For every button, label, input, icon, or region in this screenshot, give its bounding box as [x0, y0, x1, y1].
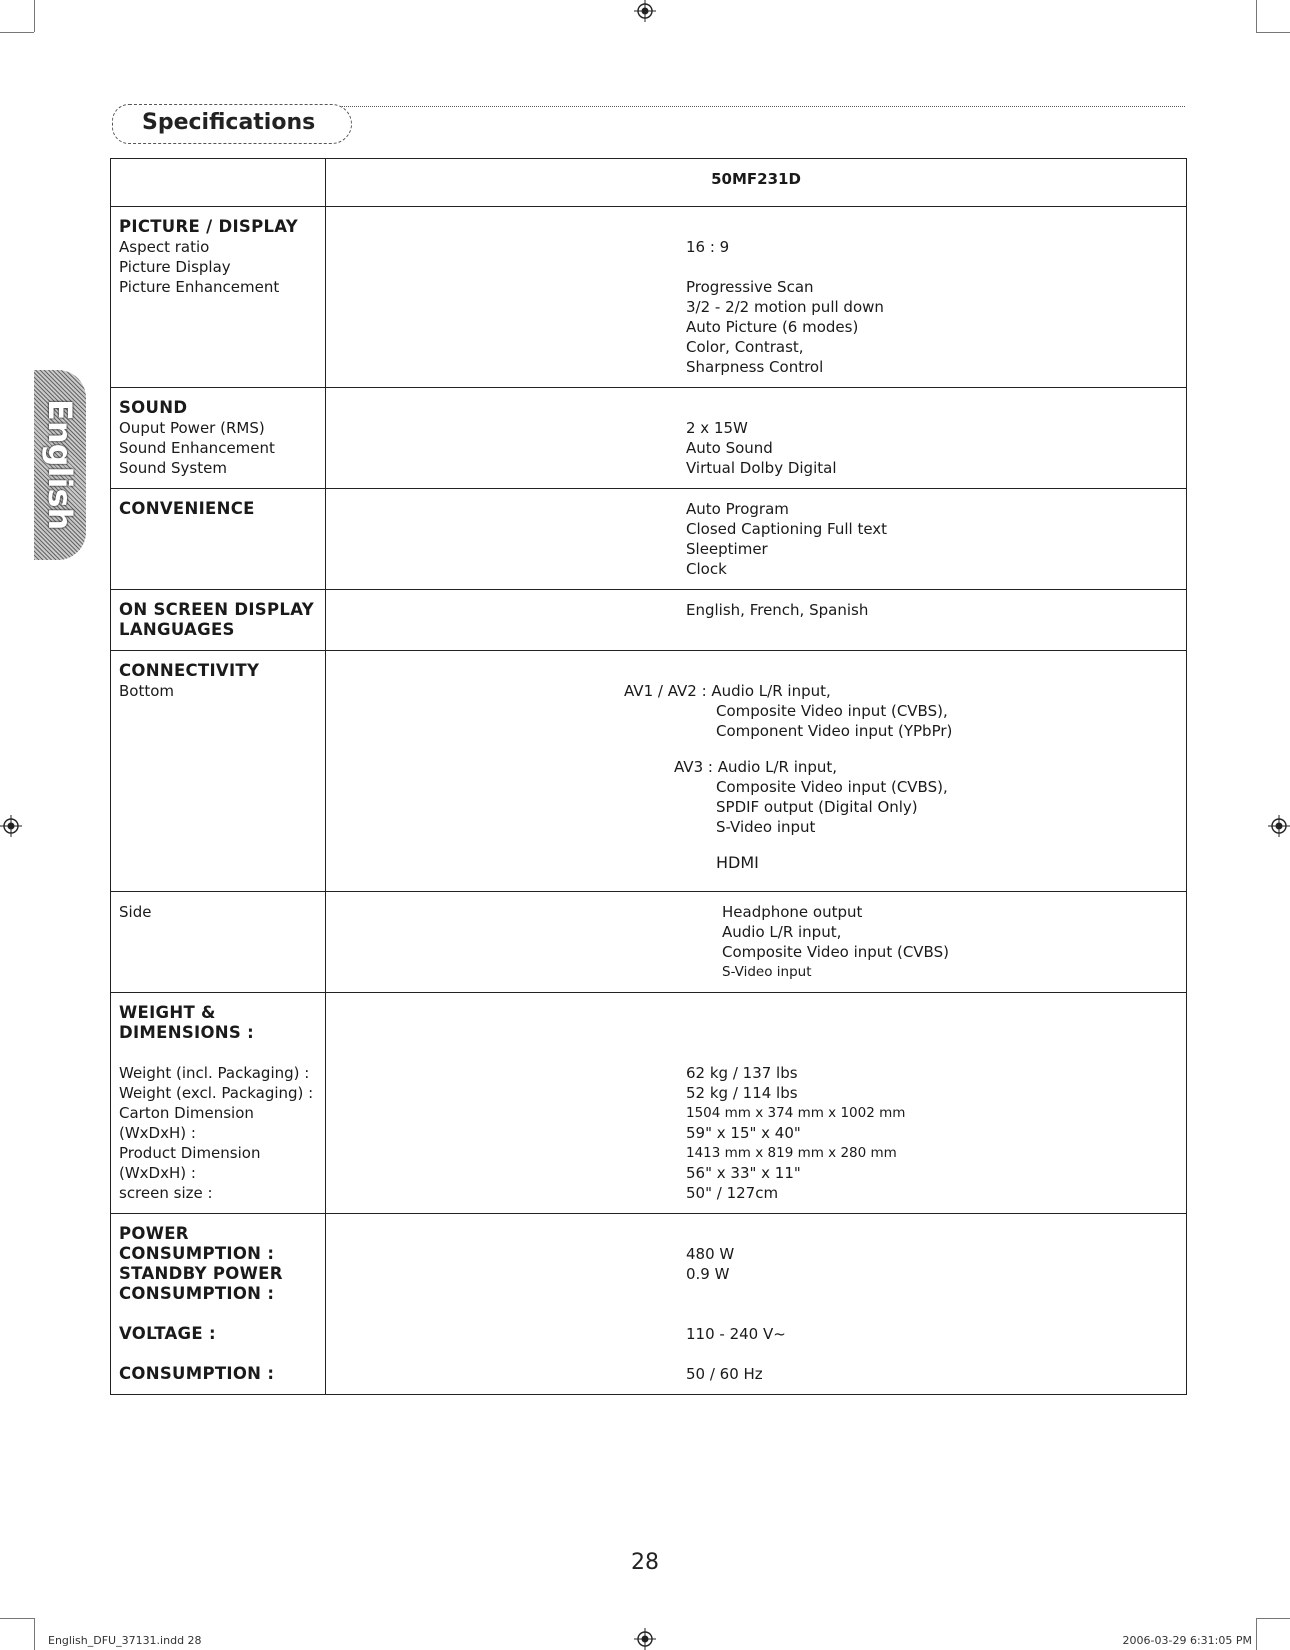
section-title-voltage: VOLTAGE : — [119, 1324, 216, 1343]
label-dimension: Carton Dimension — [119, 1104, 254, 1122]
registration-mark-icon — [634, 0, 656, 22]
picture-label-cell — [111, 207, 326, 388]
section-title-power: POWER — [119, 1224, 189, 1243]
value-av3: AV3 : Audio L/R input, — [674, 758, 838, 776]
label-picture-enhancement: Picture Enhancement — [119, 278, 280, 296]
label-dimension: Product Dimension — [119, 1144, 261, 1162]
value-side: Audio L/R input, — [722, 923, 842, 941]
osd-value-cell — [326, 590, 1187, 651]
section-title-weight: WEIGHT & — [119, 1003, 216, 1022]
section-title-standby: CONSUMPTION : — [119, 1284, 275, 1303]
table-row-sound — [111, 388, 1187, 489]
value-sound-enhancement: Auto Sound — [686, 439, 773, 457]
side-value-cell — [326, 892, 1187, 993]
value-hdmi: HDMI — [716, 853, 759, 872]
crop-mark — [0, 1618, 34, 1619]
value-power: 480 W — [686, 1245, 735, 1263]
label-sound-system: Sound System — [119, 459, 227, 477]
section-title-consumption: CONSUMPTION : — [119, 1364, 275, 1383]
value-av3-detail: SPDIF output (Digital Only) — [716, 798, 918, 816]
value-osd-languages: English, French, Spanish — [686, 601, 869, 619]
value-av1-av2: AV1 / AV2 : Audio L/R input, — [624, 682, 831, 700]
section-title-osd: LANGUAGES — [119, 620, 235, 639]
section-title-convenience: CONVENIENCE — [119, 499, 255, 518]
empty-cell — [111, 159, 326, 207]
value-aspect-ratio: 16 : 9 — [686, 238, 730, 256]
label-weight: Weight (incl. Packaging) : — [119, 1064, 310, 1082]
footer-file-name: English_DFU_37131.indd 28 — [48, 1634, 202, 1647]
crop-mark — [0, 32, 34, 33]
crop-mark — [1256, 32, 1290, 33]
sound-label-cell — [111, 388, 326, 489]
connectivity-bottom-value-cell — [326, 651, 1187, 892]
table-row-weight — [111, 993, 1187, 1214]
section-title-standby: STANDBY POWER — [119, 1264, 283, 1283]
picture-value-cell — [326, 207, 1187, 388]
power-value-cell — [326, 1214, 1187, 1395]
table-row-picture — [111, 207, 1187, 388]
value-convenience: Auto Program — [686, 500, 789, 518]
table-row-model — [111, 159, 1187, 207]
section-title-sound: SOUND — [119, 398, 188, 417]
value-enhancement: Sharpness Control — [686, 358, 824, 376]
value-enhancement: Color, Contrast, — [686, 338, 804, 356]
value-convenience: Sleeptimer — [686, 540, 768, 558]
crop-mark — [1256, 1618, 1257, 1650]
label-dimension: (WxDxH) : — [119, 1124, 196, 1142]
crop-mark — [34, 0, 35, 32]
value-dimension: 1413 mm x 819 mm x 280 mm — [686, 1145, 897, 1161]
weight-label-cell — [111, 993, 326, 1214]
value-dimension: 56" x 33" x 11" — [686, 1164, 801, 1182]
value-standby: 0.9 W — [686, 1265, 730, 1283]
section-title-osd: ON SCREEN DISPLAY — [119, 600, 314, 619]
side-label-cell — [111, 892, 326, 993]
value-enhancement: Auto Picture (6 modes) — [686, 318, 859, 336]
label-bottom: Bottom — [119, 682, 175, 700]
value-convenience: Clock — [686, 560, 727, 578]
label-screen-size: screen size : — [119, 1184, 213, 1202]
registration-mark-icon — [634, 1628, 656, 1650]
value-av1-av2-detail: Composite Video input (CVBS), — [716, 702, 948, 720]
convenience-value-cell — [326, 489, 1187, 590]
crop-mark — [34, 1618, 35, 1650]
sound-value-cell — [326, 388, 1187, 489]
model-number: 50MF231D — [326, 159, 1187, 207]
value-frequency: 50 / 60 Hz — [686, 1365, 763, 1383]
value-weight: 52 kg / 114 lbs — [686, 1084, 798, 1102]
registration-mark-icon — [0, 815, 22, 837]
footer-timestamp: 2006-03-29 6:31:05 PM — [1122, 1634, 1252, 1647]
crop-mark — [1256, 1618, 1290, 1619]
table-row-convenience — [111, 489, 1187, 590]
osd-label-cell — [111, 590, 326, 651]
connectivity-label-cell — [111, 651, 326, 892]
specifications-table — [110, 158, 1187, 1395]
label-sound-enhancement: Sound Enhancement — [119, 439, 275, 457]
value-side: Headphone output — [722, 903, 863, 921]
crop-mark — [1256, 0, 1257, 32]
table-row-connectivity-bottom — [111, 651, 1187, 892]
section-title-picture: PICTURE / DISPLAY — [119, 217, 299, 236]
table-row-power — [111, 1214, 1187, 1395]
value-enhancement: Progressive Scan — [686, 278, 814, 296]
section-title-power: CONSUMPTION : — [119, 1244, 275, 1263]
value-side: Composite Video input (CVBS) — [722, 943, 949, 961]
value-av3-detail: Composite Video input (CVBS), — [716, 778, 948, 796]
section-title-connectivity: CONNECTIVITY — [119, 661, 260, 680]
value-weight: 62 kg / 137 lbs — [686, 1064, 798, 1082]
label-output-power: Ouput Power (RMS) — [119, 419, 265, 437]
value-sound-system: Virtual Dolby Digital — [686, 459, 837, 477]
table-row-connectivity-side — [111, 892, 1187, 993]
label-side: Side — [119, 903, 152, 921]
label-picture-display: Picture Display — [119, 258, 231, 276]
page-title: Specifications — [142, 110, 316, 135]
value-screen-size: 50" / 127cm — [686, 1184, 779, 1202]
power-label-cell — [111, 1214, 326, 1395]
label-aspect-ratio: Aspect ratio — [119, 238, 210, 256]
value-av3-detail: S-Video input — [716, 818, 816, 836]
weight-value-cell — [326, 993, 1187, 1214]
convenience-label-cell — [111, 489, 326, 590]
value-output-power: 2 x 15W — [686, 419, 748, 437]
value-side: S-Video input — [722, 964, 812, 980]
value-av1-av2-detail: Component Video input (YPbPr) — [716, 722, 953, 740]
label-dimension: (WxDxH) : — [119, 1164, 196, 1182]
value-dimension: 59" x 15" x 40" — [686, 1124, 801, 1142]
table-row-osd — [111, 590, 1187, 651]
language-tab-label: English — [41, 399, 79, 531]
value-voltage: 110 - 240 V~ — [686, 1325, 786, 1343]
section-title-weight: DIMENSIONS : — [119, 1023, 255, 1042]
registration-mark-icon — [1268, 815, 1290, 837]
value-convenience: Closed Captioning Full text — [686, 520, 888, 538]
page-number: 28 — [631, 1550, 659, 1575]
value-enhancement: 3/2 - 2/2 motion pull down — [686, 298, 884, 316]
header-rule — [340, 106, 1185, 107]
label-weight: Weight (excl. Packaging) : — [119, 1084, 314, 1102]
value-dimension: 1504 mm x 374 mm x 1002 mm — [686, 1105, 906, 1121]
